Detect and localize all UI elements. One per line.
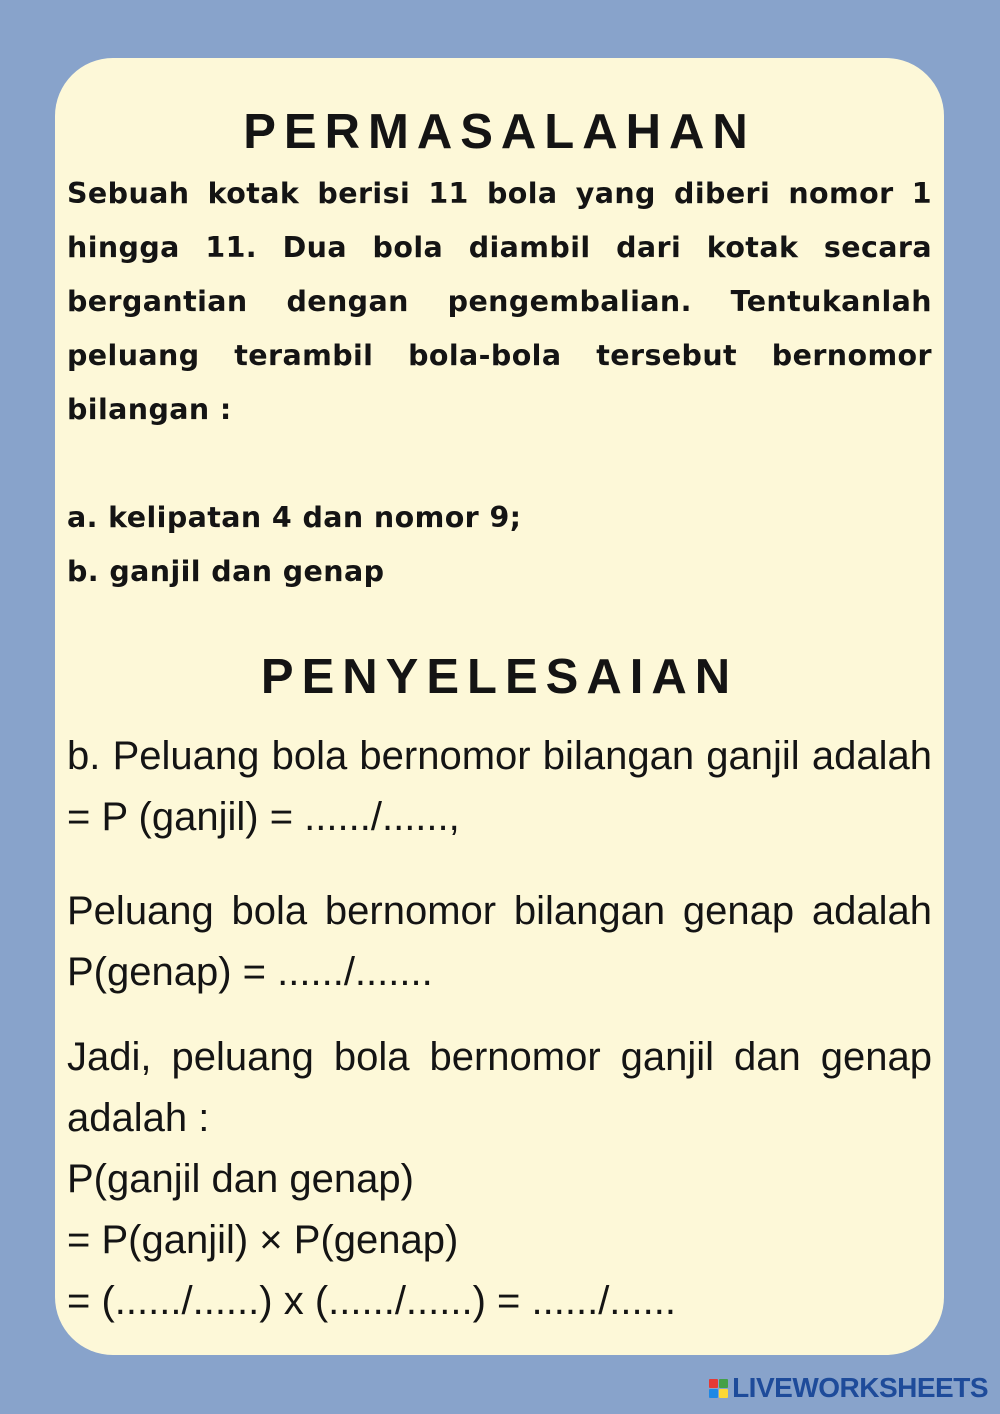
solution-genap: Peluang bola bernomor bilangan genap adalah P(genap) = ....../....... (67, 889, 932, 994)
solution-formula-1: P(ganjil dan genap) (67, 1157, 414, 1201)
solution-ganjil: b. Peluang bola bernomor bilangan ganjil adalah = P (ganjil) = ....../......, (67, 734, 932, 839)
liveworksheets-logo-icon (709, 1379, 728, 1398)
worksheet-content (67, 58, 932, 1332)
problem-item-b: b. ganjil dan genap (67, 555, 385, 588)
solution-heading: PENYELESAIAN (260, 650, 739, 704)
solution-conclusion: Jadi, peluang bola bernomor ganjil dan genap adalah : (67, 1035, 932, 1140)
problem-heading: PERMASALAHAN (243, 105, 756, 159)
liveworksheets-logo (709, 1372, 988, 1404)
solution-formula-3: = (....../......) x (....../......) = ....../...... (67, 1279, 676, 1323)
solution-formula-2: = P(ganjil) × P(genap) (67, 1218, 459, 1262)
problem-item-a: a. kelipatan 4 dan nomor 9; (67, 501, 522, 534)
problem-text: Sebuah kotak berisi 11 bola yang diberi nomor 1 hingga 11. Dua bola diambil dari kotak secara bergantian dengan pengembalian. Tentukanlah peluang terambil bola-bola tersebut bernomor bilangan : (67, 177, 932, 426)
liveworksheets-brand: LIVEWORKSHEETS (732, 1372, 988, 1403)
